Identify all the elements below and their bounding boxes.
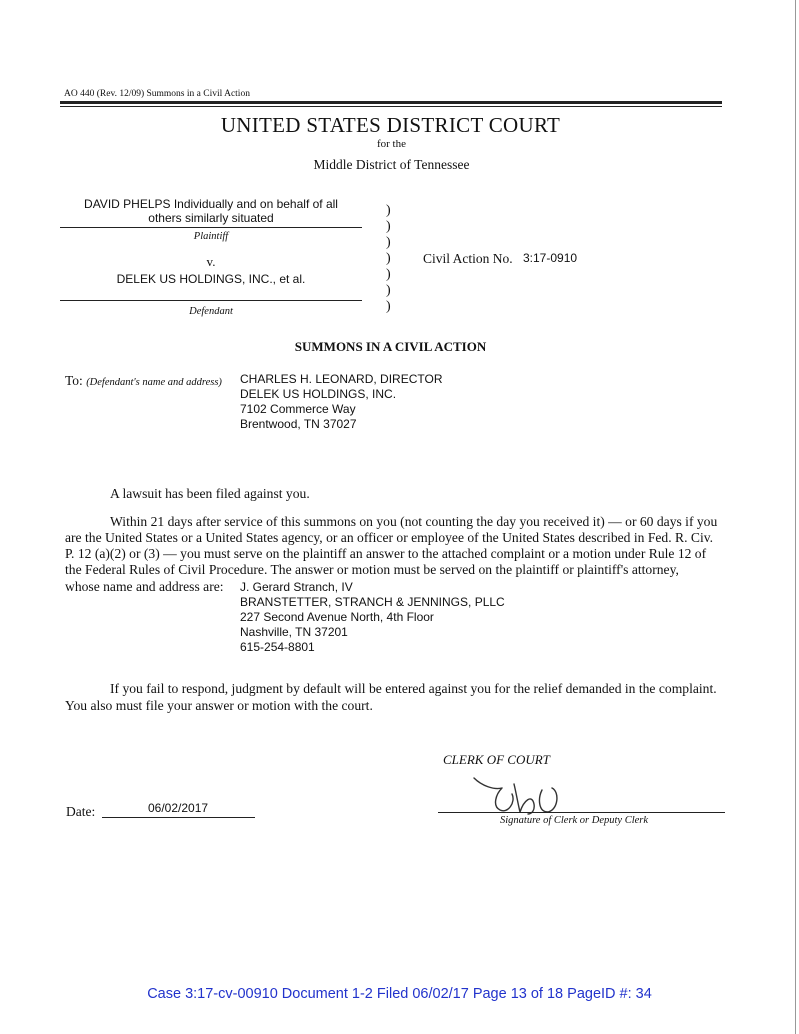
caption-paren: ) bbox=[386, 299, 391, 314]
defendant-address-line: DELEK US HOLDINGS, INC. bbox=[240, 387, 397, 401]
plaintiff-label: Plaintiff bbox=[193, 231, 229, 242]
signature-caption: Signature of Clerk or Deputy Clerk bbox=[500, 815, 649, 826]
caption-paren: ) bbox=[386, 267, 391, 282]
defendant-address-line: 7102 Commerce Way bbox=[240, 402, 356, 416]
court-title-text: UNITED STATES DISTRICT COURT bbox=[220, 113, 561, 137]
paragraph-line: You also must file your answer or motion with the court. bbox=[65, 698, 373, 713]
paragraph-lawsuit: A lawsuit has been filed against you. bbox=[110, 486, 310, 501]
defendant-label: Defendant bbox=[189, 306, 233, 317]
caption-paren: ) bbox=[386, 235, 391, 250]
signature-rule bbox=[438, 812, 725, 813]
paragraph-line: whose name and address are: bbox=[65, 579, 224, 594]
attorney-line: 615-254-8801 bbox=[240, 640, 315, 654]
to-label bbox=[65, 373, 222, 389]
paragraph-line: Within 21 days after service of this summons on you (not counting the day you received it) — or 60 days if you bbox=[110, 514, 718, 529]
plaintiff-rule bbox=[60, 227, 362, 228]
caption-paren: ) bbox=[386, 219, 391, 234]
caption-paren: ) bbox=[386, 251, 391, 266]
clerk-signature bbox=[468, 764, 578, 822]
clerk-label: CLERK OF COURT bbox=[443, 752, 550, 767]
summons-heading: SUMMONS IN A CIVIL ACTION bbox=[294, 339, 487, 354]
top-rule-thick bbox=[60, 101, 722, 104]
versus: v. bbox=[206, 254, 216, 269]
plaintiff-line-2: others similarly situated bbox=[148, 211, 274, 225]
paragraph-line: the Federal Rules of Civil Procedure. The answer or motion must be served on the plaintiff or plaintiff's attorney, bbox=[65, 562, 679, 577]
to-text: To: bbox=[65, 373, 83, 388]
paragraph-line: If you fail to respond, judgment by default will be entered against you for the relief demanded in the complaint. bbox=[110, 681, 717, 696]
attorney-line: BRANSTETTER, STRANCH & JENNINGS, PLLC bbox=[240, 595, 505, 609]
form-id: AO 440 (Rev. 12/09) Summons in a Civil Action bbox=[64, 89, 250, 99]
defendant-name: DELEK US HOLDINGS, INC., et al. bbox=[116, 272, 306, 286]
defendant-address-line: CHARLES H. LEONARD, DIRECTOR bbox=[240, 372, 443, 386]
scan-edge bbox=[795, 0, 796, 1034]
date-label: Date: bbox=[66, 804, 96, 819]
attorney-line: Nashville, TN 37201 bbox=[240, 625, 348, 639]
case-footer: Case 3:17-cv-00910 Document 1-2 Filed 06/02/17 Page 13 of 18 PageID #: 34 bbox=[147, 986, 652, 1002]
caption-paren: ) bbox=[386, 283, 391, 298]
civil-action-label: Civil Action No. bbox=[423, 251, 513, 266]
defendant-rule bbox=[60, 300, 362, 301]
defendant-address-line: Brentwood, TN 37027 bbox=[240, 417, 357, 431]
plaintiff-line-1: DAVID PHELPS Individually and on behalf of all bbox=[84, 197, 338, 211]
for-the: for the bbox=[376, 138, 406, 150]
date-rule bbox=[102, 817, 255, 818]
paragraph-line: P. 12 (a)(2) or (3) — you must serve on the plaintiff an answer to the attached complaint or a motion under Rule 12 of bbox=[65, 546, 707, 561]
court-title bbox=[0, 113, 799, 138]
district-name: Middle District of Tennessee bbox=[313, 157, 470, 172]
civil-action-number: 3:17-0910 bbox=[523, 251, 578, 265]
paragraph-line: are the United States or a United States agency, or an officer or employee of the United States described in Fed. R. Civ. bbox=[65, 530, 714, 545]
to-sublabel: (Defendant's name and address) bbox=[86, 377, 222, 388]
caption-paren: ) bbox=[386, 203, 391, 218]
attorney-line: J. Gerard Stranch, IV bbox=[240, 580, 353, 594]
top-rule-thin bbox=[60, 106, 722, 107]
attorney-line: 227 Second Avenue North, 4th Floor bbox=[240, 610, 434, 624]
date-value: 06/02/2017 bbox=[148, 801, 209, 815]
